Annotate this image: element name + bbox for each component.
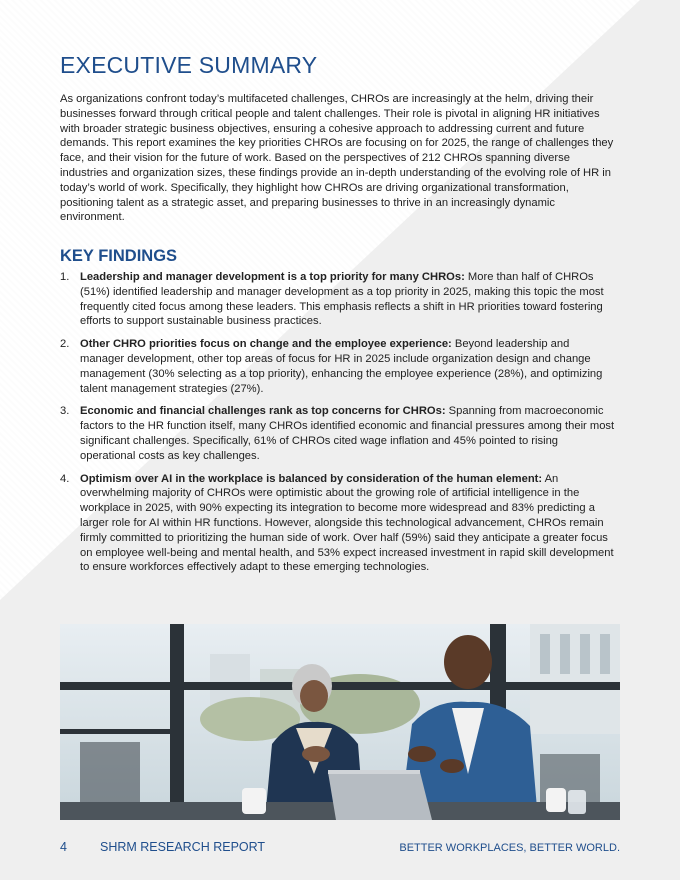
page-footer — [0, 840, 680, 860]
finding-item — [60, 270, 616, 329]
page-number: 4 — [60, 840, 67, 854]
page-title: EXECUTIVE SUMMARY — [60, 52, 318, 78]
finding-text: Beyond leadership and manager development, other top areas of focus for HR in 2025 include organization design and change management (30% selecting as a top priority), enhancing the employee experience (28%), and optimizing talent management strategies (27%). — [80, 338, 603, 395]
finding-number: 2. — [60, 338, 70, 351]
finding-item — [60, 337, 616, 396]
finding-title: Leadership and manager development is a top priority for many CHROs: — [80, 271, 465, 283]
photo-illustration — [60, 624, 620, 820]
finding-text: More than half of CHROs (51%) identified leadership and manager development as a top priority in 2025, making this topic the most frequently cited focus among these leaders. This emphasis reflects a shift in HR priorities toward fostering efforts to support sustainable business practices. — [80, 271, 604, 328]
finding-text: Spanning from macroeconomic factors to the HR function itself, many CHROs identified economic and financial pressures among their most significant challenges. Specifically, 61% of CHROs cited wage inflation and 45% pointed to rising operational costs as key challenges. — [80, 405, 615, 462]
finding-number: 3. — [60, 405, 70, 418]
intro-paragraph: As organizations confront today’s multifaceted challenges, CHROs are increasingly at the helm, driving their businesses forward through critical people and talent challenges. Their role is pivotal in aligning HR initiatives with broader strategic business objectives, ensuring a cohesive approach to addressing current and future demands. This report examines the key priorities CHROs are focusing on for 2025, the range of challenges they face, and their vision for the future of work. Based on the perspectives of 212 CHROs spanning diverse industries and organization sizes, these findings provide an in-depth understanding of the evolving role of HR in today’s world of work. Specifically, they highlight how CHROs are driving organizational transformation, positioning talent as a strategic asset, and preparing businesses to thrive in an increasingly dynamic environment. — [60, 93, 614, 224]
finding-number: 4. — [60, 472, 70, 485]
finding-title: Economic and financial challenges rank as top concerns for CHROs: — [80, 405, 446, 418]
finding-text: An overwhelming majority of CHROs were optimistic about the growing role of artificial intelligence in the workplace in 2025, with 90% expecting its integration to become more widespread and 83% predicting a larger role for AI within HR functions. However, alongside this technological advancement, CHROs remain firmly committed to prioritizing the human side of work. Over half (59%) said they anticipate a greater focus on employee well-being and mental health, and 53% expect increased investment in rapid skill development to ensure workforces effectively adapt to these emerging technologies. — [80, 472, 614, 574]
finding-item — [60, 472, 616, 576]
finding-title: Other CHRO priorities focus on change and the employee experience: — [80, 338, 452, 351]
finding-item — [60, 404, 616, 463]
finding-title: Optimism over AI in the workplace is balanced by consideration of the human element: — [80, 472, 543, 485]
finding-number: 1. — [60, 271, 70, 283]
footer-tagline: BETTER WORKPLACES, BETTER WORLD. — [399, 842, 620, 854]
key-findings-heading: KEY FINDINGS — [60, 247, 178, 265]
report-name: SHRM RESEARCH REPORT — [100, 840, 266, 854]
office-meeting-photo — [60, 624, 620, 820]
key-findings-list — [60, 270, 616, 583]
